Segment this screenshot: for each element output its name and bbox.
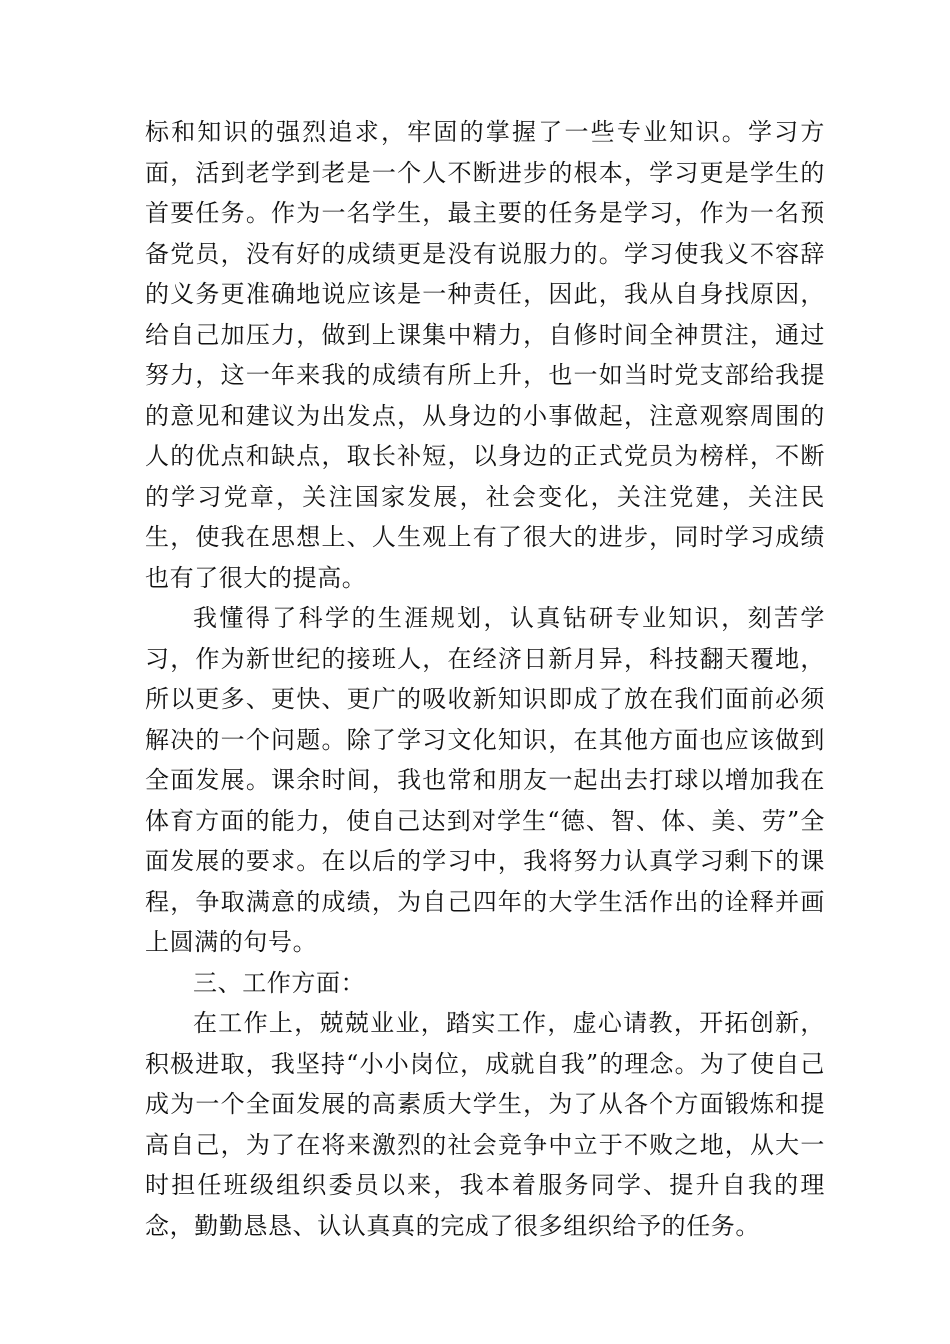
paragraph-study-continued: 标和知识的强烈追求，牢固的掌握了一些专业知识。学习方面，活到老学到老是一个人不断进步的根本，学习更是学生的首要任务。作为一名学生，最主要的任务是学习，作为一名预备党员，没有好的成绩更是没有说服力的。学习使我义不容辞的义务更准确地说应该是一种责任，因此，我从自身找原因，给自己加压力，做到上课集中精力，自修时间全神贯注，通过努力，这一年来我的成绩有所上升，也一如当时党支部给我提的意见和建议为出发点，从身边的小事做起，注意观察周围的人的优点和缺点，取长补短，以身边的正式党员为榜样，不断的学习党章，关注国家发展，社会变化，关注党建，关注民生，使我在思想上、人生观上有了很大的进步，同时学习成绩也有了很大的提高。 xyxy=(145,118,825,592)
document-body xyxy=(145,112,825,1246)
paragraph-career-planning: 我懂得了科学的生涯规划，认真钻研专业知识，刻苦学习，作为新世纪的接班人，在经济日新月异，科技翻天覆地，所以更多、更快、更广的吸收新知识即成了放在我们面前必须解决的一个问题。除了学习文化知识，在其他方面也应该做到全面发展。课余时间，我也常和朋友一起出去打球以增加我在体育方面的能力，使自己达到对学生“德、智、体、美、劳”全面发展的要求。在以后的学习中，我将努力认真学习剩下的课程，争取满意的成绩，为自己四年的大学生活作出的诠释并画上圆满的句号。 xyxy=(145,604,825,956)
section-heading-work: 三、工作方面： xyxy=(193,968,366,997)
paragraph-work: 在工作上，兢兢业业，踏实工作，虚心请教，开拓创新，积极进取，我坚持“小小岗位，成就自我”的理念。为了使自己成为一个全面发展的高素质大学生，为了从各个方面锻炼和提高自己，为了在将来激烈的社会竞争中立于不败之地，从大一时担任班级组织委员以来，我本着服务同学、提升自我的理念，勤勤恳恳、认认真真的完成了很多组织给予的任务。 xyxy=(145,1009,825,1240)
